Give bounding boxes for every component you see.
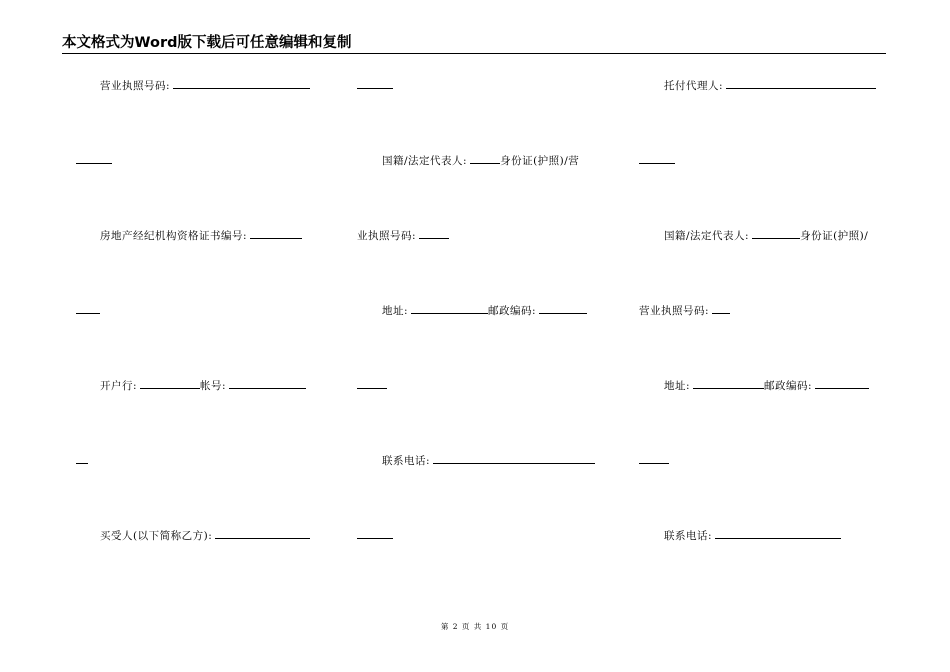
phone-blank — [433, 454, 595, 464]
continuation-blank — [357, 379, 387, 389]
phone-label: 联系电话: — [382, 455, 431, 467]
continuation-blank — [76, 454, 88, 464]
continuation-blank — [639, 454, 669, 464]
phone-blank — [715, 529, 841, 539]
col2-phone-line — [382, 454, 595, 467]
col1-license-no-line — [100, 79, 310, 92]
page-number: 第 2 页 共 10 页 — [440, 622, 510, 631]
document-header: 本文格式为Word版下载后可任意编辑和复制 — [62, 34, 886, 54]
col2-license-cont-line — [357, 229, 449, 242]
continuation-blank — [76, 154, 112, 164]
col1-continuation-blank-line — [76, 154, 112, 167]
col1-continuation-blank-line — [76, 304, 100, 317]
col2-address-line — [382, 304, 587, 317]
agent-label: 托付代理人: — [664, 80, 724, 92]
nationality-label: 国籍/法定代表人: — [382, 155, 468, 167]
continuation-blank — [357, 79, 393, 89]
postcode-label: 邮政编码: — [488, 305, 537, 317]
license-no-label: 营业执照号码: — [100, 80, 171, 92]
col1-buyer-line — [100, 529, 310, 542]
col2-continuation-blank-line — [357, 79, 393, 92]
postcode-blank — [815, 379, 869, 389]
col2-continuation-blank-line — [357, 529, 393, 542]
col3-continuation-blank-line — [639, 154, 675, 167]
license-no-blank — [712, 304, 730, 314]
bank-label: 开户行: — [100, 380, 138, 392]
postcode-blank — [539, 304, 587, 314]
id-label: 身份证(护照)/营 — [500, 155, 580, 167]
phone-label: 联系电话: — [664, 530, 713, 542]
col1-continuation-blank-line — [76, 454, 88, 467]
col3-license-no-line — [639, 304, 730, 317]
address-label: 地址: — [664, 380, 691, 392]
agent-blank — [726, 79, 876, 89]
col3-agent-line — [664, 79, 876, 92]
col2-nationality-line — [382, 154, 579, 167]
continuation-blank — [357, 529, 393, 539]
col3-phone-line — [664, 529, 841, 542]
col3-address-line — [664, 379, 869, 392]
col1-cert-no-line — [100, 229, 302, 242]
col1-bank-line — [100, 379, 306, 392]
license-cont-label: 业执照号码: — [357, 230, 417, 242]
col3-nationality-line — [664, 229, 868, 242]
continuation-blank — [639, 154, 675, 164]
buyer-blank — [215, 529, 310, 539]
license-no-label: 营业执照号码: — [639, 305, 710, 317]
license-cont-blank — [419, 229, 449, 239]
nationality-label: 国籍/法定代表人: — [664, 230, 750, 242]
address-blank — [411, 304, 488, 314]
bank-blank — [140, 379, 200, 389]
account-blank — [229, 379, 306, 389]
col2-continuation-blank-line — [357, 379, 387, 392]
id-label: 身份证(护照)/ — [800, 230, 869, 242]
continuation-blank — [76, 304, 100, 314]
postcode-label: 邮政编码: — [764, 380, 813, 392]
cert-no-blank — [250, 229, 302, 239]
license-no-blank — [173, 79, 310, 89]
address-label: 地址: — [382, 305, 409, 317]
nationality-blank — [752, 229, 800, 239]
buyer-label: 买受人(以下简称乙方): — [100, 530, 213, 542]
cert-no-label: 房地产经纪机构资格证书编号: — [100, 230, 248, 242]
col3-continuation-blank-line — [639, 454, 669, 467]
account-label: 帐号: — [200, 380, 227, 392]
nationality-blank — [470, 154, 500, 164]
address-blank — [693, 379, 764, 389]
